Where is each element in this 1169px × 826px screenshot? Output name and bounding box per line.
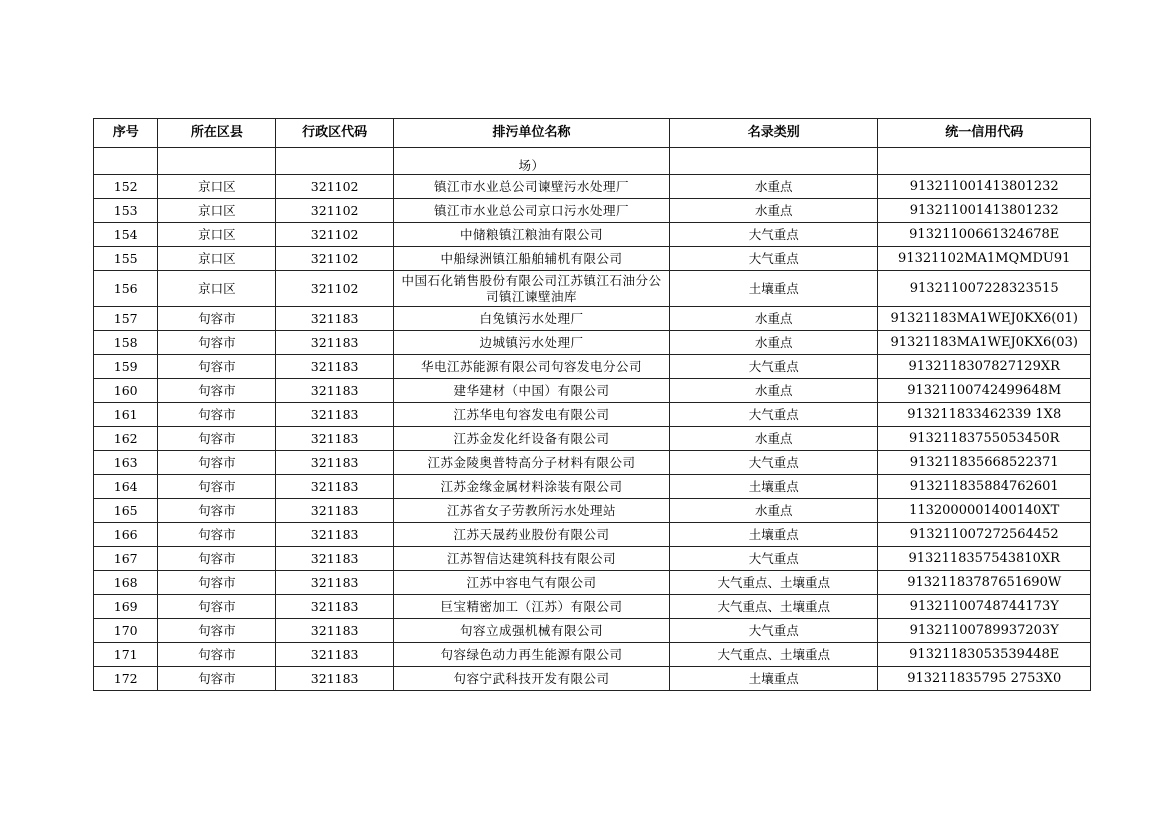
header-category: 名录类别 <box>669 119 877 148</box>
cell-district: 京口区 <box>158 223 276 247</box>
cell-admin-code: 321183 <box>276 379 394 403</box>
cell-admin-code: 321183 <box>276 619 394 643</box>
header-unit-name: 排污单位名称 <box>394 119 670 148</box>
cell-category: 大气重点 <box>669 619 877 643</box>
cell-seq: 154 <box>94 223 158 247</box>
cell-unit-name: 江苏金发化纤设备有限公司 <box>394 427 670 451</box>
cell-credit-code: 91321183787651690W <box>878 571 1091 595</box>
cell-category: 大气重点、土壤重点 <box>669 643 877 667</box>
cell-admin-code: 321102 <box>276 175 394 199</box>
pollutant-unit-table <box>93 118 1091 691</box>
table-row <box>94 223 1091 247</box>
cell-seq: 169 <box>94 595 158 619</box>
table-row <box>94 547 1091 571</box>
cell-unit-name: 镇江市水业总公司京口污水处理厂 <box>394 199 670 223</box>
cell-admin-code <box>276 148 394 175</box>
cell-admin-code: 321183 <box>276 307 394 331</box>
table-row <box>94 199 1091 223</box>
cell-admin-code: 321102 <box>276 223 394 247</box>
cell-seq: 164 <box>94 475 158 499</box>
cell-seq: 152 <box>94 175 158 199</box>
cell-district: 句容市 <box>158 499 276 523</box>
cell-category: 大气重点 <box>669 247 877 271</box>
cell-district: 京口区 <box>158 199 276 223</box>
table-row <box>94 619 1091 643</box>
cell-category: 水重点 <box>669 199 877 223</box>
table-row <box>94 403 1091 427</box>
cell-district: 句容市 <box>158 451 276 475</box>
cell-category: 大气重点 <box>669 403 877 427</box>
cell-district: 句容市 <box>158 379 276 403</box>
cell-district: 句容市 <box>158 523 276 547</box>
cell-seq: 172 <box>94 667 158 691</box>
cell-unit-name: 江苏华电句容发电有限公司 <box>394 403 670 427</box>
cell-category: 水重点 <box>669 175 877 199</box>
cell-unit-name: 江苏省女子劳教所污水处理站 <box>394 499 670 523</box>
cell-credit-code: 913211001413801232 <box>878 175 1091 199</box>
cell-credit-code: 913211007272564452 <box>878 523 1091 547</box>
table-row <box>94 643 1091 667</box>
cell-admin-code: 321183 <box>276 451 394 475</box>
cell-seq: 161 <box>94 403 158 427</box>
cell-credit-code: 91321183755053450R <box>878 427 1091 451</box>
header-credit-code: 统一信用代码 <box>878 119 1091 148</box>
cell-seq: 158 <box>94 331 158 355</box>
cell-category: 水重点 <box>669 307 877 331</box>
cell-seq: 163 <box>94 451 158 475</box>
cell-seq: 155 <box>94 247 158 271</box>
cell-admin-code: 321102 <box>276 199 394 223</box>
cell-district: 京口区 <box>158 247 276 271</box>
cell-category: 大气重点、土壤重点 <box>669 571 877 595</box>
cell-unit-name: 中储粮镇江粮油有限公司 <box>394 223 670 247</box>
cell-seq: 167 <box>94 547 158 571</box>
cell-category: 大气重点 <box>669 355 877 379</box>
cell-unit-name: 句容立成强机械有限公司 <box>394 619 670 643</box>
cell-credit-code: 913211001413801232 <box>878 199 1091 223</box>
cell-admin-code: 321183 <box>276 643 394 667</box>
cell-admin-code: 321183 <box>276 331 394 355</box>
cell-district: 句容市 <box>158 595 276 619</box>
table-row <box>94 595 1091 619</box>
cell-category: 水重点 <box>669 427 877 451</box>
cell-seq: 168 <box>94 571 158 595</box>
cell-unit-name: 华电江苏能源有限公司句容发电分公司 <box>394 355 670 379</box>
header-row <box>94 119 1091 148</box>
cell-district: 句容市 <box>158 619 276 643</box>
cell-unit-name: 中船绿洲镇江船舶辅机有限公司 <box>394 247 670 271</box>
cell-credit-code: 9132118357543810XR <box>878 547 1091 571</box>
header-admin-code: 行政区代码 <box>276 119 394 148</box>
cell-credit-code: 913211835884762601 <box>878 475 1091 499</box>
cell-credit-code: 91321102MA1MQMDU91 <box>878 247 1091 271</box>
cell-credit-code: 913211833462339 1X8 <box>878 403 1091 427</box>
cell-unit-name: 边城镇污水处理厂 <box>394 331 670 355</box>
cell-district: 句容市 <box>158 427 276 451</box>
table-row <box>94 175 1091 199</box>
cell-category: 土壤重点 <box>669 271 877 307</box>
cell-credit-code <box>878 148 1091 175</box>
cell-district: 句容市 <box>158 355 276 379</box>
cell-seq: 162 <box>94 427 158 451</box>
cell-credit-code: 9132118307827129XR <box>878 355 1091 379</box>
cell-seq: 153 <box>94 199 158 223</box>
cell-admin-code: 321183 <box>276 547 394 571</box>
cell-admin-code: 321183 <box>276 571 394 595</box>
cell-unit-name: 江苏天晟药业股份有限公司 <box>394 523 670 547</box>
cell-unit-name: 场） <box>394 148 670 175</box>
table-row <box>94 571 1091 595</box>
cell-credit-code: 1132000001400140XT <box>878 499 1091 523</box>
cell-district: 句容市 <box>158 643 276 667</box>
table-body <box>94 148 1091 691</box>
cell-admin-code: 321183 <box>276 355 394 379</box>
cell-credit-code: 91321183MA1WEJ0KX6(01) <box>878 307 1091 331</box>
cell-category: 土壤重点 <box>669 475 877 499</box>
cell-credit-code: 91321100748744173Y <box>878 595 1091 619</box>
cell-admin-code: 321183 <box>276 403 394 427</box>
cell-category <box>669 148 877 175</box>
cell-district: 句容市 <box>158 403 276 427</box>
table-row <box>94 427 1091 451</box>
cell-category: 大气重点、土壤重点 <box>669 595 877 619</box>
cell-category: 水重点 <box>669 331 877 355</box>
table-row <box>94 379 1091 403</box>
cell-district: 句容市 <box>158 571 276 595</box>
cell-admin-code: 321102 <box>276 271 394 307</box>
cell-credit-code: 91321183053539448E <box>878 643 1091 667</box>
cell-unit-name: 句容宁武科技开发有限公司 <box>394 667 670 691</box>
table-row <box>94 499 1091 523</box>
cell-district: 句容市 <box>158 667 276 691</box>
cell-admin-code: 321183 <box>276 475 394 499</box>
cell-unit-name: 江苏智信达建筑科技有限公司 <box>394 547 670 571</box>
cell-unit-name: 句容绿色动力再生能源有限公司 <box>394 643 670 667</box>
cell-unit-name: 建华建材（中国）有限公司 <box>394 379 670 403</box>
cell-district: 句容市 <box>158 547 276 571</box>
cell-credit-code: 913211835795 2753X0 <box>878 667 1091 691</box>
cell-credit-code: 91321100661324678E <box>878 223 1091 247</box>
cell-credit-code: 913211835668522371 <box>878 451 1091 475</box>
cell-category: 大气重点 <box>669 451 877 475</box>
cell-unit-name: 白兔镇污水处理厂 <box>394 307 670 331</box>
cell-admin-code: 321183 <box>276 427 394 451</box>
cell-category: 大气重点 <box>669 223 877 247</box>
cell-seq: 165 <box>94 499 158 523</box>
table-header <box>94 119 1091 148</box>
cell-unit-name: 江苏金缘金属材料涂装有限公司 <box>394 475 670 499</box>
cell-district: 句容市 <box>158 307 276 331</box>
cell-credit-code: 91321183MA1WEJ0KX6(03) <box>878 331 1091 355</box>
cell-category: 水重点 <box>669 379 877 403</box>
continuation-row <box>94 148 1091 175</box>
table-row <box>94 523 1091 547</box>
cell-category: 土壤重点 <box>669 667 877 691</box>
cell-unit-name: 中国石化销售股份有限公司江苏镇江石油分公司镇江谏壁油库 <box>394 271 670 307</box>
cell-district: 句容市 <box>158 331 276 355</box>
cell-category: 土壤重点 <box>669 523 877 547</box>
table-row <box>94 667 1091 691</box>
cell-credit-code: 91321100742499648M <box>878 379 1091 403</box>
cell-category: 水重点 <box>669 499 877 523</box>
cell-unit-name: 巨宝精密加工（江苏）有限公司 <box>394 595 670 619</box>
cell-credit-code: 91321100789937203Y <box>878 619 1091 643</box>
cell-seq: 171 <box>94 643 158 667</box>
cell-seq: 170 <box>94 619 158 643</box>
table-row <box>94 355 1091 379</box>
table-row <box>94 247 1091 271</box>
cell-unit-name: 镇江市水业总公司谏壁污水处理厂 <box>394 175 670 199</box>
table-row <box>94 307 1091 331</box>
cell-seq: 166 <box>94 523 158 547</box>
header-seq: 序号 <box>94 119 158 148</box>
cell-unit-name: 江苏金陵奥普特高分子材料有限公司 <box>394 451 670 475</box>
table-row <box>94 451 1091 475</box>
cell-admin-code: 321102 <box>276 247 394 271</box>
header-district: 所在区县 <box>158 119 276 148</box>
cell-admin-code: 321183 <box>276 499 394 523</box>
cell-seq: 160 <box>94 379 158 403</box>
cell-credit-code: 913211007228323515 <box>878 271 1091 307</box>
cell-district: 京口区 <box>158 271 276 307</box>
cell-seq <box>94 148 158 175</box>
cell-district <box>158 148 276 175</box>
cell-seq: 156 <box>94 271 158 307</box>
table-row <box>94 271 1091 307</box>
cell-district: 京口区 <box>158 175 276 199</box>
cell-seq: 159 <box>94 355 158 379</box>
cell-admin-code: 321183 <box>276 523 394 547</box>
cell-unit-name: 江苏中容电气有限公司 <box>394 571 670 595</box>
table-row <box>94 475 1091 499</box>
cell-category: 大气重点 <box>669 547 877 571</box>
cell-district: 句容市 <box>158 475 276 499</box>
cell-seq: 157 <box>94 307 158 331</box>
cell-admin-code: 321183 <box>276 667 394 691</box>
cell-admin-code: 321183 <box>276 595 394 619</box>
table-row <box>94 331 1091 355</box>
